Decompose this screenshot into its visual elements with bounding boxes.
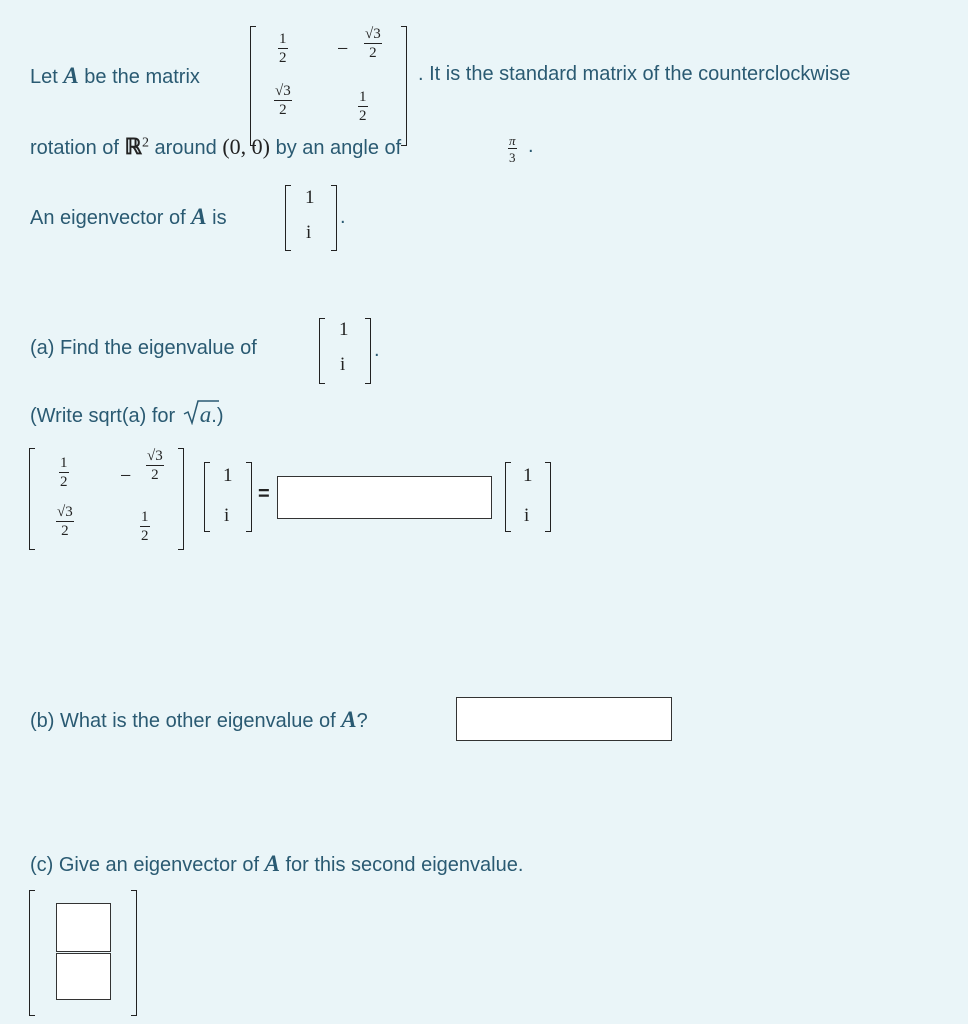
part-a-hint: (Write sqrt(a) for a.): [30, 402, 224, 427]
intro-text-suffix: . It is the standard matrix of the counterclockwise: [418, 63, 851, 85]
a12: √3 2: [365, 26, 381, 62]
var-a: A: [63, 63, 79, 88]
angle-fraction: π 3: [509, 133, 516, 166]
intro-text-let: Let A be the matrix: [30, 63, 200, 88]
sqrt-symbol: a: [183, 403, 212, 426]
a21: √3 2: [275, 83, 291, 119]
intro-line-2: rotation of ℝ$^2$ around (0, 0) by an angle of: [30, 134, 402, 159]
part-a-label: (a) Find the eigenvalue of: [30, 337, 257, 359]
other-eigenvalue-input[interactable]: [456, 697, 672, 741]
a11: 1 2: [279, 31, 287, 67]
eigenvalue-input[interactable]: [277, 476, 492, 519]
part-b-label: (b) What is the other eigenvalue of A?: [30, 707, 368, 732]
eigenvector-bottom-input[interactable]: [56, 953, 111, 1000]
eigenvector-label: An eigenvector of A is: [30, 204, 227, 229]
equals-sign: =: [258, 483, 270, 505]
a22: 1 2: [359, 89, 367, 125]
part-c-label: (c) Give an eigenvector of A for this second eigenvalue.: [30, 851, 524, 876]
eigenvector-top-input[interactable]: [56, 903, 111, 952]
